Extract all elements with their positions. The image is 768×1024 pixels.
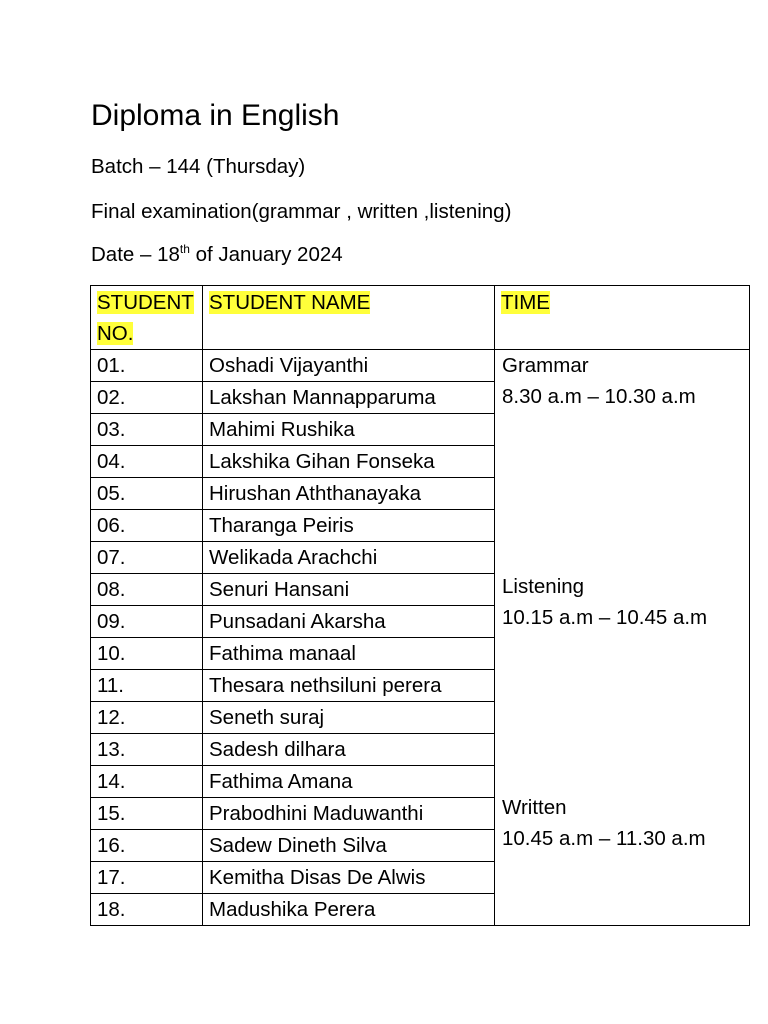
document-title: Diploma in English (91, 99, 340, 132)
student-name-cell: Fathima manaal (203, 638, 495, 670)
student-no-cell: 11. (91, 670, 203, 702)
student-no-cell: 02. (91, 382, 203, 414)
student-no-cell: 09. (91, 606, 203, 638)
table-header-row (91, 286, 750, 350)
student-name-cell: Mahimi Rushika (203, 414, 495, 446)
student-name-cell: Lakshan Mannapparuma (203, 382, 495, 414)
student-name-cell: Kemitha Disas De Alwis (203, 862, 495, 894)
slot-time: 10.15 a.m – 10.45 a.m (502, 606, 708, 629)
exam-line: Final examination(grammar , written ,listening) (91, 200, 512, 223)
date-line (91, 241, 343, 269)
header-student-no (91, 286, 203, 350)
header-time: TIME (495, 286, 750, 350)
student-no-cell: 03. (91, 414, 203, 446)
batch-line: Batch – 144 (Thursday) (91, 155, 306, 178)
date-suffix: of January 2024 (189, 243, 343, 266)
student-no-cell: 14. (91, 766, 203, 798)
student-name-cell: Lakshika Gihan Fonseka (203, 446, 495, 478)
student-no-cell: 05. (91, 478, 203, 510)
student-name-cell: Seneth suraj (203, 702, 495, 734)
student-no-cell: 01. (91, 350, 203, 382)
student-no-cell: 17. (91, 862, 203, 894)
slot-time: 10.45 a.m – 11.30 a.m (502, 827, 706, 850)
student-no-cell: 04. (91, 446, 203, 478)
time-cell (495, 350, 750, 926)
slot-time: 8.30 a.m – 10.30 a.m (502, 385, 696, 408)
student-no-cell: 10. (91, 638, 203, 670)
slot-subject: Written (502, 796, 567, 819)
student-no-cell: 18. (91, 894, 203, 926)
student-name-cell: Sadesh dilhara (203, 734, 495, 766)
student-name-cell: Welikada Arachchi (203, 542, 495, 574)
student-name-cell: Sadew Dineth Silva (203, 830, 495, 862)
student-name-cell: Punsadani Akarsha (203, 606, 495, 638)
student-name-cell: Thesara nethsiluni perera (203, 670, 495, 702)
student-name-cell: Senuri Hansani (203, 574, 495, 606)
student-no-cell: 15. (91, 798, 203, 830)
date-prefix: Date – 18 (91, 243, 180, 266)
table-row (91, 350, 750, 382)
slot-subject: Listening (502, 575, 585, 598)
student-name-cell: Fathima Amana (203, 766, 495, 798)
slot-subject: Grammar (502, 354, 589, 377)
student-no-cell: 08. (91, 574, 203, 606)
header-student-no-line1: STUDENT (97, 291, 194, 314)
header-student-no-line2: NO. (97, 322, 134, 345)
student-name-cell: Madushika Perera (203, 894, 495, 926)
student-no-cell: 16. (91, 830, 203, 862)
student-no-cell: 06. (91, 510, 203, 542)
student-no-cell: 12. (91, 702, 203, 734)
student-name-cell: Oshadi Vijayanthi (203, 350, 495, 382)
student-name-cell: Hirushan Aththanayaka (203, 478, 495, 510)
exam-schedule-table (90, 285, 750, 926)
student-name-cell: Prabodhini Maduwanthi (203, 798, 495, 830)
student-no-cell: 07. (91, 542, 203, 574)
student-no-cell: 13. (91, 734, 203, 766)
student-name-cell: Tharanga Peiris (203, 510, 495, 542)
header-student-name: STUDENT NAME (203, 286, 495, 350)
date-superscript: th (179, 242, 190, 256)
